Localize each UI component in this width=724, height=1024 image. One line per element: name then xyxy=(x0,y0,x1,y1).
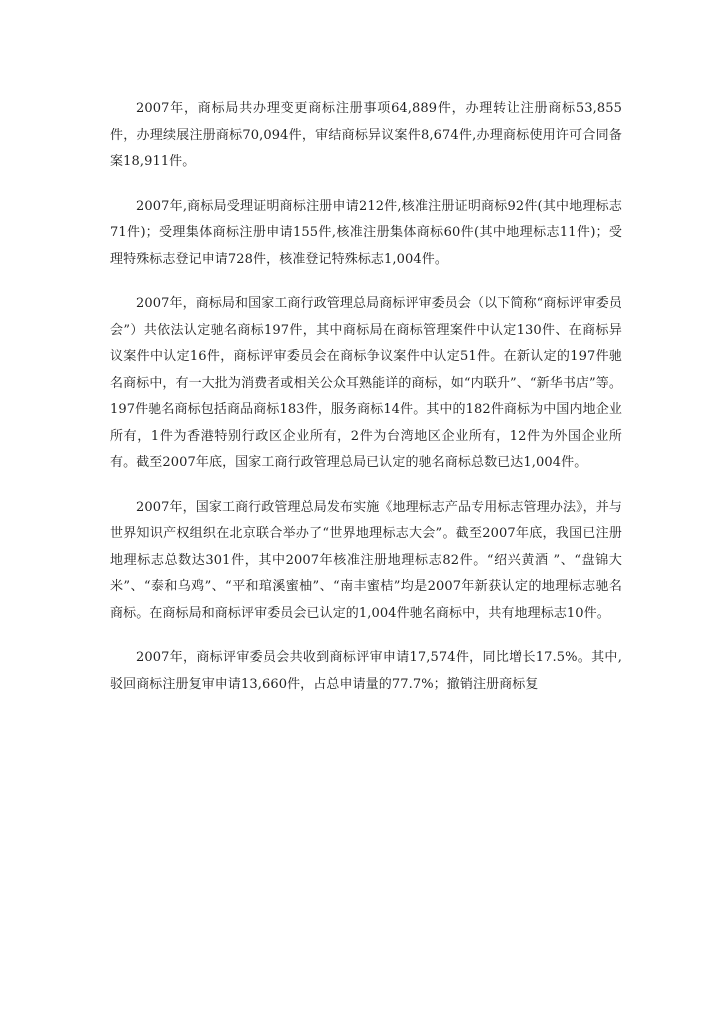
paragraph-review-board: 2007年，商标评审委员会共收到商标评审申请17,574件，同比增长17.5%。其中,驳回商标注册复审申请13,660件，占总申请量的77.7%；撤销注册商标复 xyxy=(110,650,622,692)
document-page xyxy=(110,96,622,716)
paragraph-well-known-marks: 2007年，商标局和国家工商行政管理总局商标评审委员会（以下简称“商标评审委员会”）共依法认定驰名商标197件，其中商标局在商标管理案件中认定130件、在商标异议案件中认定16件，商标评审委员会在商标争议案件中认定51件。在新认定的197件驰名商标中，有一大批为消费者或相关公众耳熟能详的商标，如“内联升”、“新华书店”等。197件驰名商标包括商品商标183件，服务商标14件。其中的182件商标为中国内地企业所有，1件为香港特别行政区企业所有，2件为台湾地区企业所有，12件为外国企业所有。截至2007年底，国家工商行政管理总局已认定的驰名商标总数已达1,004件。 xyxy=(110,296,622,470)
paragraph-trademark-changes: 2007年，商标局共办理变更商标注册事项64,889件，办理转让注册商标53,855件，办理续展注册商标70,094件，审结商标异议案件8,674件,办理商标使用许可合同备案18,911件。 xyxy=(110,101,622,169)
paragraph-certification-marks: 2007年,商标局受理证明商标注册申请212件,核准注册证明商标92件(其中地理标志71件)；受理集体商标注册申请155件,核准注册集体商标60件(其中地理标志11件)；受理特殊标志登记申请728件，核准登记特殊标志1,004件。 xyxy=(110,198,622,267)
paragraph-geographical-indications: 2007年，国家工商行政管理总局发布实施《地理标志产品专用标志管理办法》，并与世界知识产权组织在北京联合举办了“世界地理标志大会”。截至2007年底，我国已注册地理标志总数达301件，其中2007年核准注册地理标志82件。“绍兴黄酒 ”、“盘锦大米”、“泰和乌鸡”、“平和琯溪蜜柚”、“南丰蜜桔”均是2007年新获认定的地理标志驰名商标。在商标局和商标评审委员会已认定的1,004件驰名商标中，共有地理标志10件。 xyxy=(110,499,622,621)
